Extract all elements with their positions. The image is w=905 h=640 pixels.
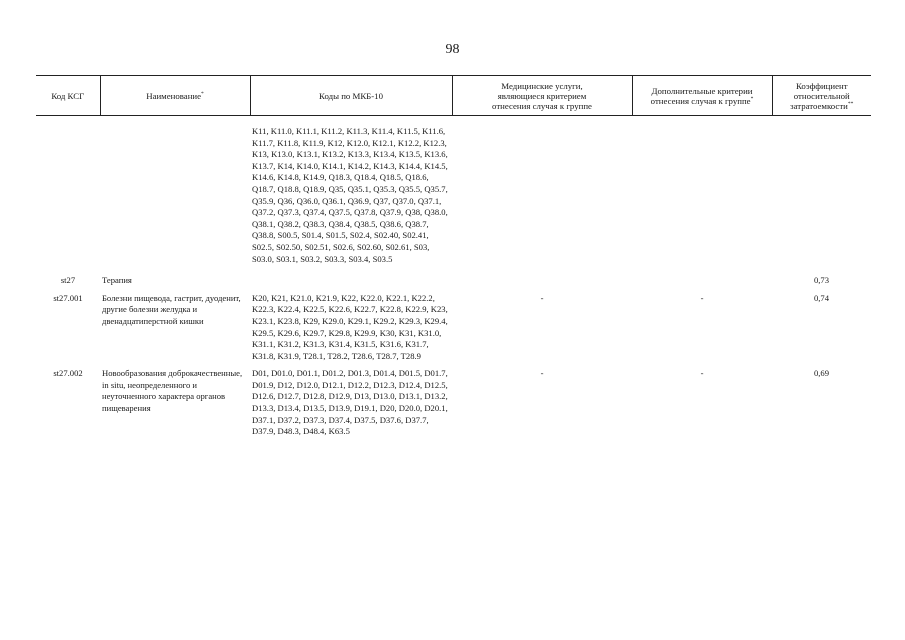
- header-extra-line-2: отнесения случая к группе: [650, 95, 751, 106]
- header-coef-line-1: Коэффициент: [795, 80, 848, 91]
- table-row: [36, 126, 871, 265]
- header-med-line-1: Медицинские услуги,: [501, 80, 583, 91]
- table-body: [36, 116, 871, 438]
- row-medical-services: [452, 126, 632, 265]
- row-medical-services: -: [540, 292, 544, 303]
- row-mkb-codes: [250, 275, 452, 287]
- header-med-line-2: являющиеся критерием: [497, 90, 587, 101]
- header-mkb-label: Коды по МКБ-10: [319, 90, 383, 101]
- row-name: Терапия: [102, 275, 132, 286]
- page-number: 98: [445, 42, 460, 57]
- header-extra-criteria: [632, 76, 772, 116]
- row-mkb-codes: D01, D01.0, D01.1, D01.2, D01.3, D01.4, D01.5, D01.7, D01.9, D12, D12.0, D12.1, D12.2, D12.3, D12.4, D12.5, D12.6, D12.7, D12.8, D12.9, D13, D13.0, D13.1, D13.2, D13.3, D13.4, D13.5, D13.9, D19.1, D20, D20.0, D20.1, D37.1, D37.2, D37.3, D37.4, D37.5, D37.6, D37.7, D37.9, D48.3, D48.4, K63.5: [252, 368, 448, 437]
- row-mkb-codes: K20, K21, K21.0, K21.9, K22, K22.0, K22.1, K22.2, K22.3, K22.4, K22.5, K22.6, K22.7, K22.8, K22.9, K23, K23.1, K23.8, K29, K29.0, K29.1, K29.2, K29.3, K29.4, K29.5, K29.6, K29.7, K29.8, K29.9, K30, K31, K31.0, K31.1, K31.2, K31.3, K31.4, K31.5, K31.6, K31.7, K31.8, K31.9, T28.1, T28.2, T28.6, T28.7, T28.9: [252, 292, 448, 361]
- header-coefficient: [772, 76, 871, 116]
- header-med-line-3: отнесения случая к группе: [492, 100, 592, 111]
- row-name: Болезни пищевода, гастрит, дуоденит, другие болезни желудка и двенадцатиперстной кишки: [102, 292, 241, 326]
- header-coef-line-2: относительной: [793, 90, 850, 101]
- row-medical-services: -: [540, 368, 544, 379]
- row-gap: [36, 265, 871, 275]
- header-mkb: [250, 76, 452, 116]
- header-extra-line-2-wrap: [635, 96, 770, 106]
- row-name: [100, 126, 250, 265]
- header-extra-footnote-mark: *: [750, 95, 754, 102]
- ksg-table: [36, 75, 871, 438]
- row-extra-criteria: -: [700, 292, 704, 303]
- spacer-row: [36, 116, 871, 127]
- row-extra-criteria: [632, 126, 772, 265]
- row-code: st27: [60, 275, 76, 286]
- header-name-label: Наименование: [146, 90, 202, 101]
- table-header: [36, 76, 871, 116]
- row-code: [36, 126, 100, 265]
- row-mkb-codes: K11, K11.0, K11.1, K11.2, K11.3, K11.4, K11.5, K11.6, K11.7, K11.8, K11.9, K12, K12.0, K12.1, K12.2, K12.3, K13, K13.0, K13.1, K13.2, K13.3, K13.4, K13.5, K13.6, K13.7, K14, K14.0, K14.1, K14.2, K14.3, K14.4, K14.5, K14.6, K14.8, K14.9, Q18.3, Q18.4, Q18.5, Q18.6, Q18.7, Q18.8, Q18.9, Q35, Q35.1, Q35.3, Q35.5, Q35.7, Q35.9, Q36, Q36.0, Q36.1, Q36.9, Q37, Q37.0, Q37.1, Q37.2, Q37.3, Q37.4, Q37.5, Q37.8, Q37.9, Q38, Q38.0, Q38.1, Q38.2, Q38.3, Q38.4, Q38.5, Q38.6, Q38.7, Q38.8, S00.5, S01.4, S01.5, S02.4, S02.40, S02.41, S02.5, S02.50, S02.51, S02.6, S02.60, S02.61, S03, S03.0, S03.1, S03.2, S03.3, S03.4, S03.5: [252, 126, 448, 264]
- header-coef-line-3: затратоемкости: [790, 100, 848, 111]
- header-code: [36, 76, 100, 116]
- header-name-footnote-mark: *: [201, 90, 204, 97]
- row-extra-criteria: [632, 275, 772, 287]
- row-code: st27.002: [53, 368, 83, 379]
- header-coef-line-3-wrap: [775, 101, 870, 111]
- row-code: st27.001: [53, 292, 83, 303]
- table-row: [36, 275, 871, 287]
- header-code-label: Код КСГ: [51, 90, 85, 101]
- header-name: [100, 76, 250, 116]
- header-medical-services: [452, 76, 632, 116]
- row-coefficient: 0,73: [813, 275, 830, 286]
- row-name: Новообразования доброкачественные, in situ, неопределенного и неуточненного характера органов пищеварения: [102, 368, 243, 414]
- table-row: [36, 293, 871, 363]
- header-extra-line-1: Дополнительные критерии: [651, 85, 753, 96]
- row-extra-criteria: -: [700, 368, 704, 379]
- row-coefficient: 0,69: [813, 368, 830, 379]
- table-row: [36, 368, 871, 438]
- row-coefficient: 0,74: [813, 292, 830, 303]
- header-coef-footnote-mark: **: [847, 100, 854, 107]
- row-medical-services: [452, 275, 632, 287]
- row-coefficient: [772, 126, 871, 265]
